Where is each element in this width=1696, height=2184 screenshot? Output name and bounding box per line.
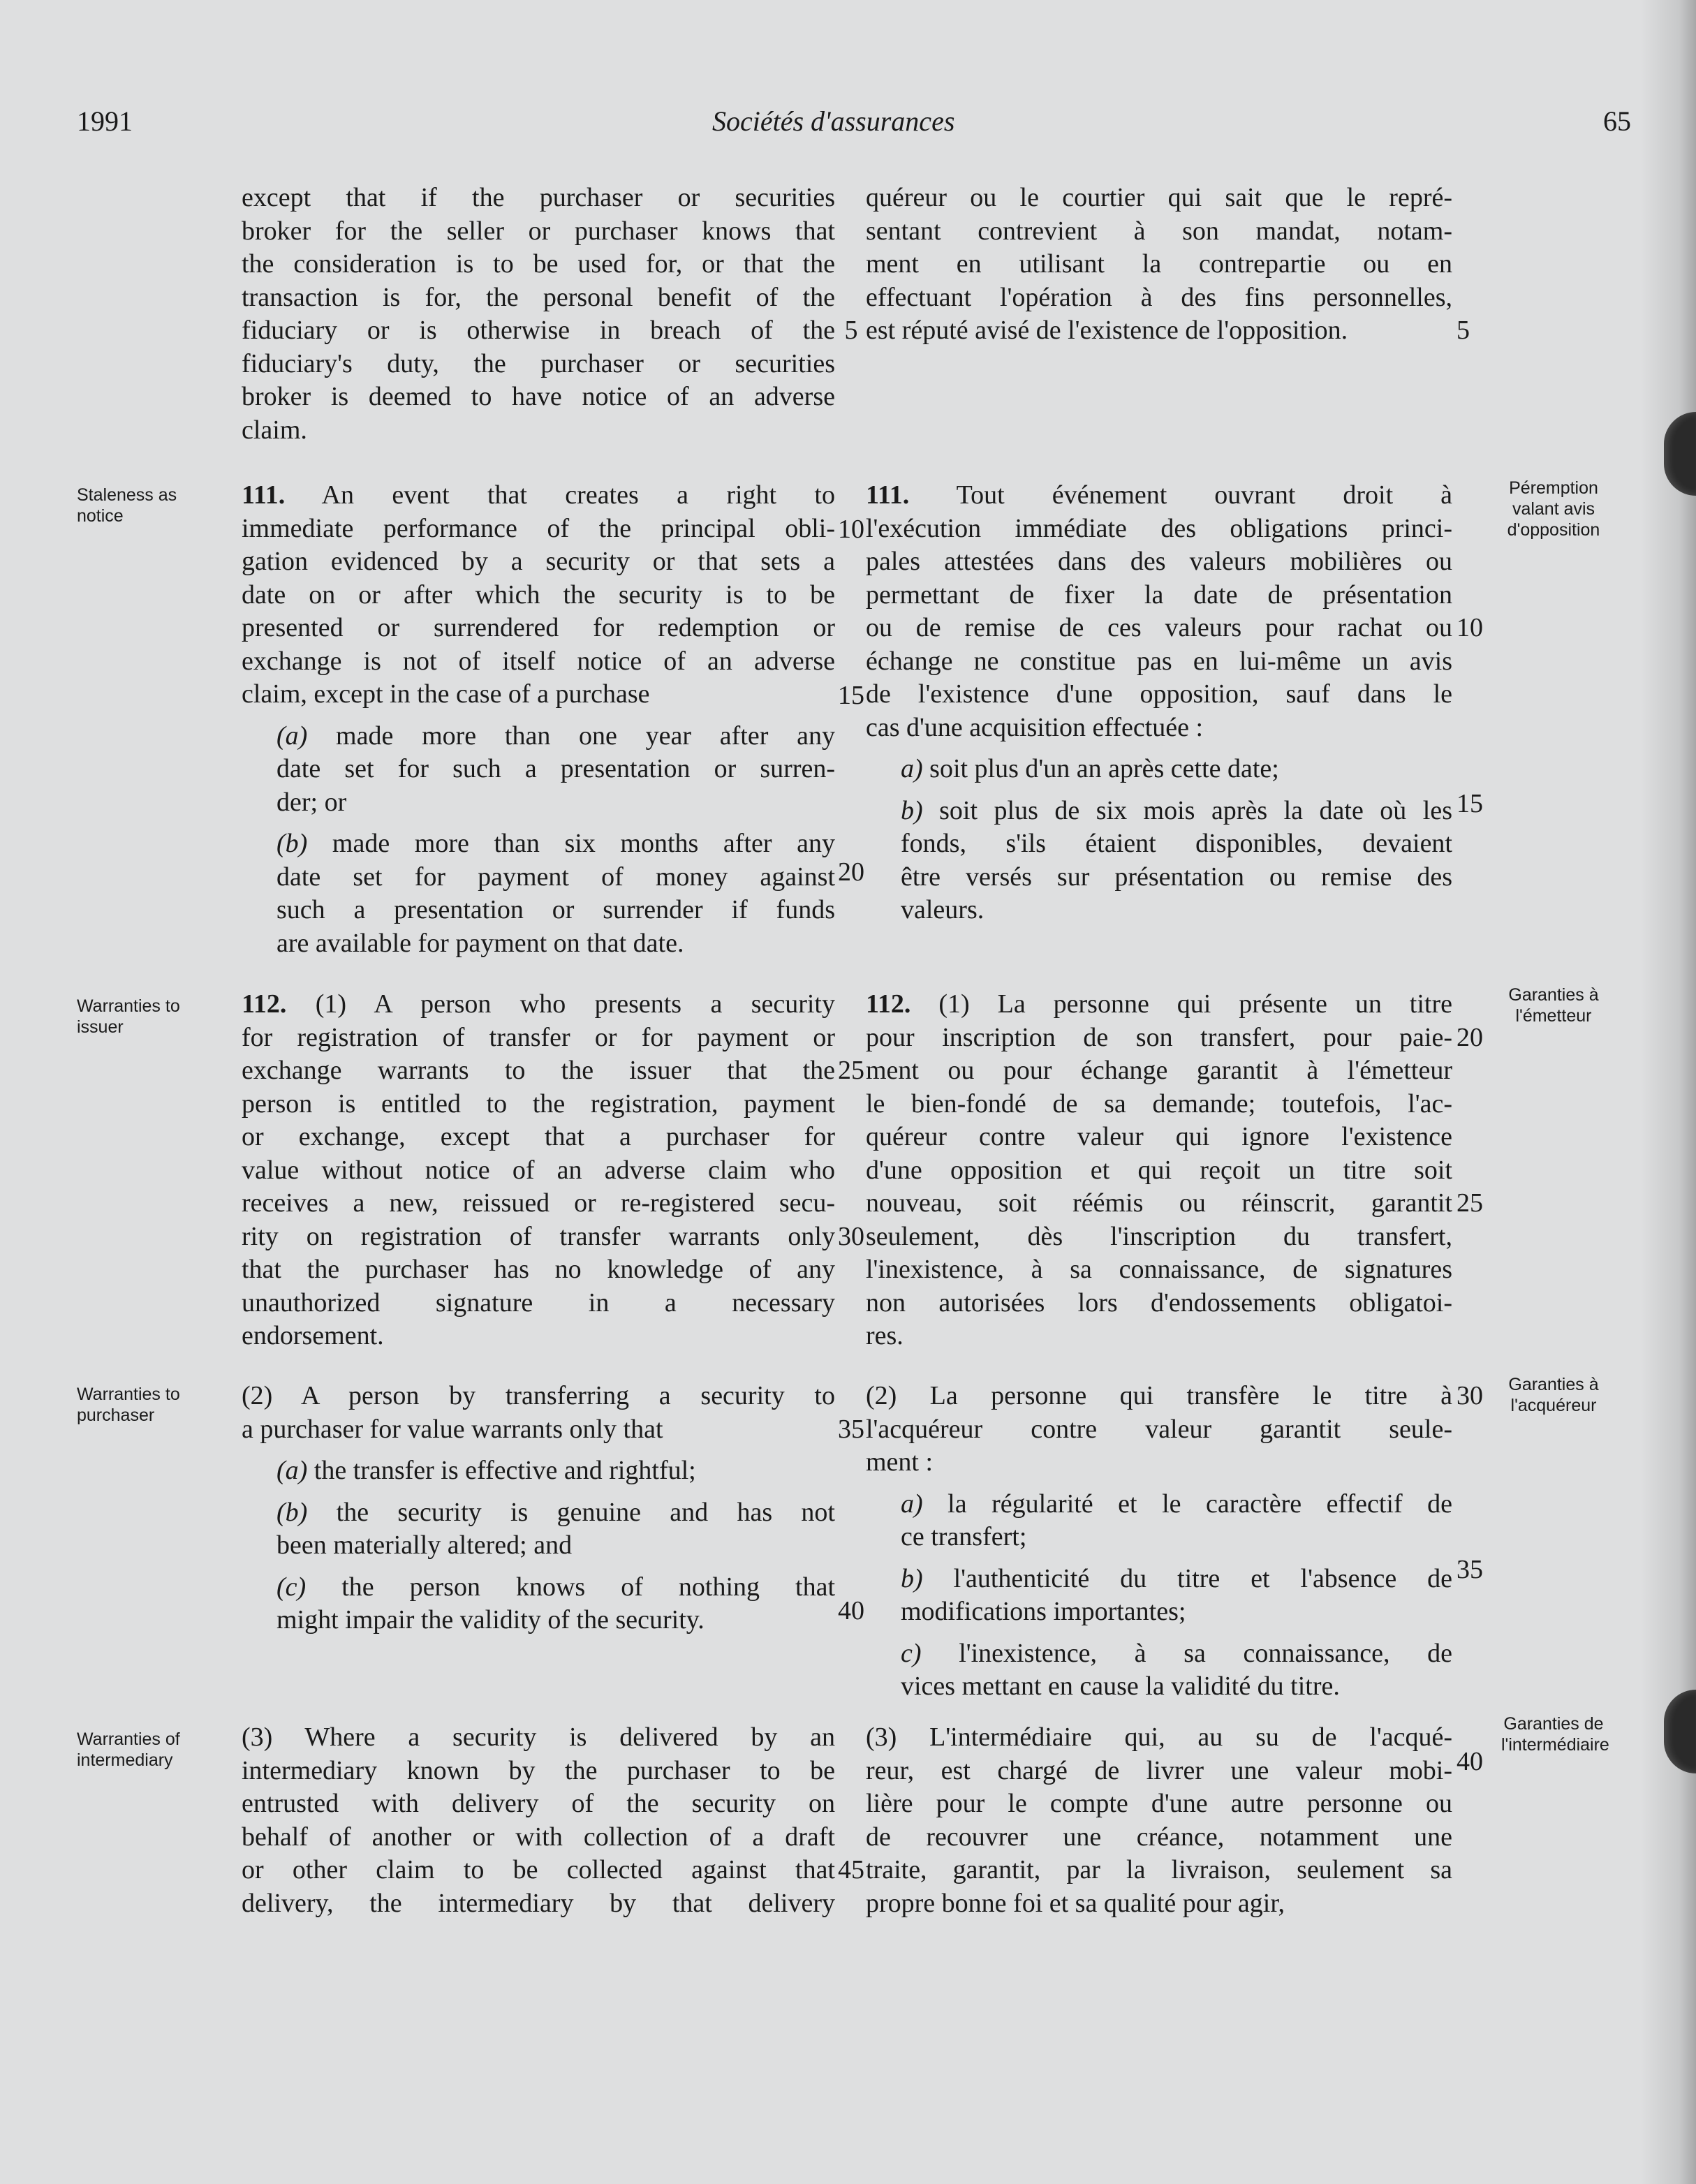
line-number: 35: [838, 1415, 864, 1444]
line-number: 40: [838, 1596, 864, 1625]
paragraph-112-2-b-fr: b) l'authenticité du titre et l'absence de: [901, 1563, 1452, 1593]
english-continuation-paragraph: except that if the purchaser or securities broker for the seller or purchaser knows that the consideration is to be used for, or that the transaction is for, the personal benefit of the fiduciary or is otherwise in breach of the fiduciary's duty, the purchaser or securities broker is deemed to have notice of an adverse claim.: [242, 183, 835, 445]
paragraph-112-2-b: (b) the security is genuine and has not: [276, 1497, 835, 1527]
line-number: 10: [838, 515, 864, 544]
english-section-112-2: (2) A person by transferring a security to a purchaser for value warrants only that (a) the transfer is effective and rightful; (b) the security is genuine and has not been materially altered; and (c) the person knows of nothing that might impair the validity of the security.: [242, 1381, 835, 1635]
french-continuation-paragraph: quéreur ou le courtier qui sait que le repré- sentant contrevient à son mandat, notam- ment en utilisant la contrepartie ou en effectuant l'opération à des fins personnelles, est réputé avisé de l'existence de l'opposition.: [866, 183, 1452, 345]
section-number-112: 112.: [242, 989, 287, 1019]
french-section-111: 111. Tout événement ouvrant droit à l'exécution immédiate des obligations princi- pales attestées dans des valeurs mobilières ou permettant de fixer la date de présentation ou de remise de ces valeurs pour rachat ou échange ne constitue pas en lui-même un avis de l'existence d'une opposition, sauf dans le cas d'une acquisition effectuée : a) soit plus d'un an après cette date; b) soit plus de six mois après la date où les fonds, s'ils étaient disponibles, devaient être versés sur présentation ou remise des valeurs.: [866, 480, 1452, 924]
line-number: 5: [844, 316, 858, 345]
paragraph-111-a: (a) made more than one year after any date set for such a presentation or surren-: [276, 721, 835, 783]
paragraph-111-b-fr: b) soit plus de six mois après la date où les fonds, s'ils étaient disponibles, devaient être versés sur présentation ou remise des: [901, 795, 1452, 892]
margin-note-staleness: Staleness as notice: [77, 485, 177, 526]
english-section-112-3: (3) Where a security is delivered by an intermediary known by the purchaser to be entrusted with delivery of the security on behalf of another or with collection of a draft or other claim to be collected against that delivery, the intermediary by that delivery: [242, 1722, 835, 1918]
page-edge-shadow: [1640, 0, 1696, 2184]
line-number: 40: [1457, 1747, 1483, 1776]
line-number: 35: [1457, 1555, 1483, 1584]
english-section-111: 111. An event that creates a right to immediate performance of the principal obli- gation evidenced by a security or that sets a date on or after which the security is to be presented or surrendered for redemption or exchange is not of itself notice of an adverse claim, except in the case of a purchase (a) made more than one year after any date set for such a presentation or surren- der; or (b) made more than six months after any date set for payment of money against such a presentation or surrender if funds are available for payment on that date.: [242, 480, 835, 958]
section-number-111-fr: 111.: [866, 480, 910, 510]
line-number: 25: [1457, 1188, 1483, 1218]
margin-note-garanties-acquereur: Garanties à l'acquéreur: [1508, 1375, 1599, 1415]
line-number: 15: [838, 681, 864, 710]
page-number: 65: [1603, 105, 1631, 137]
french-section-112-2: (2) La personne qui transfère le titre à l'acquéreur contre valeur garantit seule- ment : a) la régularité et le caractère effectif de ce transfert; b) l'authenticité du titre et l'absence de modifications importantes; c) l'inexistence, à sa connaissance, de vices mettant en cause la validité du titre.: [866, 1381, 1452, 1701]
line-number: 45: [838, 1855, 864, 1884]
french-section-112-1: 112. (1) La personne qui présente un titre pour inscription de son transfert, pour paie- ment ou pour échange garantit à l'émetteur le bien-fondé de sa demande; toutefois, l'ac- quéreur contre valeur qui ignore l'existence d'une opposition et qui reçoit un titre soit nouveau, soit réémis ou réinscrit, garantit seulement, dès l'inscription du transfert, l'inexistence, à sa connaissance, de signatures non autorisées lors d'endossements obligatoi- res.: [866, 989, 1452, 1350]
header-title: Sociétés d'assurances: [712, 105, 955, 137]
margin-note-warranties-purchaser: Warranties to purchaser: [77, 1385, 180, 1425]
paragraph-111-b: (b) made more than six months after any date set for payment of money against such a presentation or surrender if funds: [276, 829, 835, 924]
paragraph-112-2-c: (c) the person knows of nothing that: [276, 1572, 835, 1602]
header-year: 1991: [77, 105, 133, 137]
english-section-112-1: 112. (1) A person who presents a security for registration of transfer or for payment or exchange warrants to the issuer that the person is entitled to the registration, payment or exchange, except that a purchaser for value without notice of an adverse claim who receives a new, reissued or re-registered secu- rity on registration of transfer warrants only that the purchaser has no knowledge of any unauthorized signature in a necessary endorsement.: [242, 989, 835, 1350]
line-number: 20: [838, 857, 864, 887]
line-number: 5: [1457, 316, 1470, 345]
line-number: 10: [1457, 613, 1483, 642]
line-number: 25: [838, 1056, 864, 1085]
line-number: 30: [1457, 1381, 1483, 1410]
margin-note-garanties-emetteur: Garanties à l'émetteur: [1508, 985, 1599, 1026]
line-number: 15: [1457, 789, 1483, 818]
paragraph-112-2-a-fr: a) la régularité et le caractère effectif de: [901, 1489, 1452, 1519]
paragraph-112-2-c-fr: c) l'inexistence, à sa connaissance, de: [901, 1638, 1452, 1668]
paragraph-112-2-a: (a) the transfer is effective and rightful;: [276, 1456, 696, 1485]
section-number-112-fr: 112.: [866, 989, 911, 1019]
french-section-112-3: (3) L'intermédiaire qui, au su de l'acqué- reur, est chargé de livrer une valeur mobi- lière pour le compte d'une autre personne ou de recouvrer une créance, notamment une traite, garantit, par la livraison, seulement sa propre bonne foi et sa qualité pour agir,: [866, 1722, 1452, 1918]
margin-note-warranties-intermediary: Warranties of intermediary: [77, 1729, 180, 1770]
line-number: 20: [1457, 1023, 1483, 1052]
margin-note-warranties-issuer: Warranties to issuer: [77, 996, 180, 1037]
paragraph-111-a-fr: a) soit plus d'un an après cette date;: [901, 754, 1279, 783]
line-number: 30: [838, 1222, 864, 1251]
margin-note-garanties-intermediaire: Garanties de l'intermédiaire: [1501, 1714, 1609, 1755]
margin-note-peremption: Péremption valant avis d'opposition: [1507, 478, 1600, 540]
section-number-111: 111.: [242, 480, 286, 510]
